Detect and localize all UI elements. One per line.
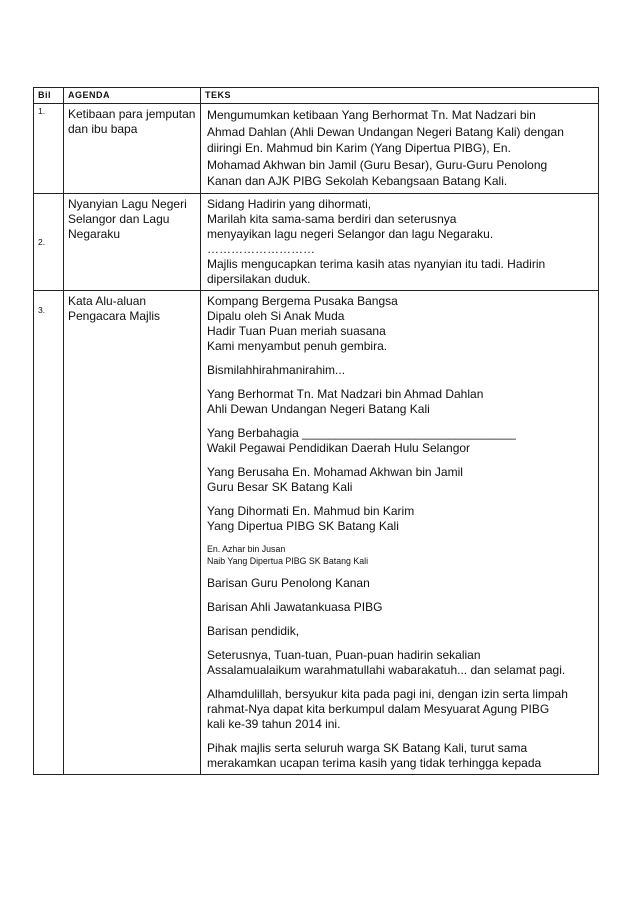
salutation-ydp: Yang Dihormati En. Mahmud bin Karim <box>207 503 415 518</box>
table-row <box>34 193 599 290</box>
row-number: 1. <box>34 104 64 194</box>
teks-line: menyayikan lagu negeri Selangor dan lagu Negaraku. <box>207 226 494 241</box>
salutation-ybhg: Yang Berbahagia ________________________________ <box>207 425 516 440</box>
salutation-ybhg-title: Wakil Pegawai Pendidikan Daerah Hulu Selangor <box>207 440 471 455</box>
syukur-line: Alhamdulillah, bersyukur kita pada pagi ini, dengan izin serta limpah <box>207 686 568 701</box>
greeting-line: Seterusnya, Tuan-tuan, Puan-puan hadirin sekalian <box>207 647 481 662</box>
pantun-line: Kompang Bergema Pusaka Bangsa <box>207 293 398 308</box>
pantun-line: Hadir Tuan Puan meriah suasana <box>207 323 386 338</box>
agenda-item: Kata Alu-aluan Pengacara Majlis <box>64 290 201 774</box>
salutation-guru-besar: Yang Berusaha En. Mohamad Akhwan bin Jamil <box>207 464 463 479</box>
teks-cell <box>201 290 599 774</box>
header-agenda: AGENDA <box>64 88 201 104</box>
agenda-table <box>33 87 599 775</box>
salutation-guru-besar-title: Guru Besar SK Batang Kali <box>207 479 353 494</box>
header-bil: Bil <box>34 88 64 104</box>
penutup-line: Pihak majlis serta seluruh warga SK Batang Kali, turut sama <box>207 740 528 755</box>
table-header-row <box>34 88 599 104</box>
salutation-yb: Yang Berhormat Tn. Mat Nadzari bin Ahmad Dahlan <box>207 386 484 401</box>
table-row <box>34 104 599 194</box>
row-number <box>34 290 64 774</box>
salutation-gpk: Barisan Guru Penolong Kanan <box>207 575 370 590</box>
bismillah-line: Bismilahhirahmanirahim... <box>207 362 346 377</box>
teks-line: Mohamad Akhwan bin Jamil (Guru Besar), Guru-Guru Penolong <box>207 157 548 172</box>
teks-line: diiringi En. Mahmud bin Karim (Yang Dipertua PIBG), En. <box>207 141 511 155</box>
teks-line: Mengumumkan ketibaan Yang Berhormat Tn. Mat Nadzari bin <box>207 108 536 122</box>
salutation-ajk: Barisan Ahli Jawatankuasa PIBG <box>207 599 383 614</box>
row-number: 2. <box>34 193 64 290</box>
header-teks: TEKS <box>201 88 599 104</box>
salutation-naib-title: Naib Yang Dipertua PIBG SK Batang Kali <box>207 555 369 566</box>
teks-line: Majlis mengucapkan terima kasih atas nyanyian itu tadi. Hadirin <box>207 256 546 271</box>
agenda-item: Ketibaan para jemputan dan ibu bapa <box>64 104 201 194</box>
teks-line: Ahmad Dahlan (Ahli Dewan Undangan Negeri Batang Kali) dengan <box>207 124 564 139</box>
teks-cell <box>201 193 599 290</box>
pantun-line: Dipalu oleh Si Anak Muda <box>207 308 345 323</box>
greeting-line: Assalamualaikum warahmatullahi wabarakatuh... dan selamat pagi. <box>207 662 566 677</box>
teks-cell <box>201 104 599 194</box>
salutation-naib: En. Azhar bin Jusan <box>207 543 286 554</box>
penutup-line: merakamkan ucapan terima kasih yang tidak terhingga kepada <box>207 755 542 770</box>
teks-line: dipersilakan duduk. <box>207 271 311 286</box>
teks-line: Marilah kita sama-sama berdiri dan seterusnya <box>207 211 457 226</box>
teks-line: Kanan dan AJK PIBG Sekolah Kebangsaan Batang Kali. <box>207 174 508 188</box>
agenda-item: Nyanyian Lagu Negeri Selangor dan Lagu Negaraku <box>64 193 201 290</box>
pantun-line: Kami menyambut penuh gembira. <box>207 338 388 353</box>
salutation-pendidik: Barisan pendidik, <box>207 623 300 638</box>
row-number-label: 3. <box>38 304 46 315</box>
salutation-yb-title: Ahli Dewan Undangan Negeri Batang Kali <box>207 401 430 416</box>
teks-line: Sidang Hadirin yang dihormati, <box>207 196 372 211</box>
syukur-line: rahmat-Nya dapat kita berkumpul dalam Mesyuarat Agung PIBG <box>207 701 550 716</box>
teks-line: ……………………… <box>207 241 315 256</box>
table-row <box>34 290 599 774</box>
salutation-ydp-title: Yang Dipertua PIBG SK Batang Kali <box>207 518 399 533</box>
syukur-line: kali ke-39 tahun 2014 ini. <box>207 716 341 731</box>
